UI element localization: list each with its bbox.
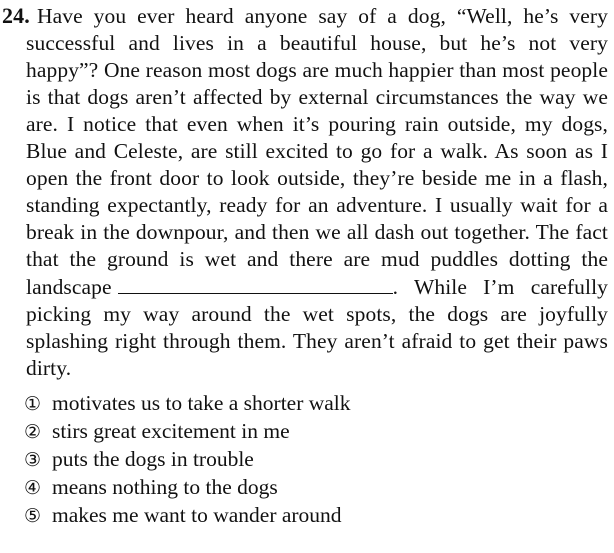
question-number: 24.	[2, 3, 30, 28]
answer-options	[24, 390, 608, 530]
option-1[interactable]	[24, 390, 608, 418]
option-text: makes me want to wander around	[52, 503, 342, 527]
option-marker: ①	[24, 393, 42, 415]
option-3[interactable]	[24, 446, 608, 474]
passage-text-before-blank: Have you ever heard anyone say of a dog, “Well, he’s very successful and lives in a beautiful house, but he’s not very happy”? One reason most dogs are much happier than most people is that dogs aren’t affected by external circumstances the way we are. I notice that even when it’s pouring rain outside, my dogs, Blue and Celeste, are still excited to go for a walk. As soon as I open the front door to look outside, they’re beside me in a flash, standing expectantly, ready for an adventure. I usually wait for a break in the downpour, and then we all dash out together. The fact that the ground is wet and there are mud puddles dotting the landscape	[26, 4, 608, 299]
option-2[interactable]	[24, 418, 608, 446]
option-marker: ④	[24, 477, 42, 499]
question-passage	[2, 2, 608, 382]
option-4[interactable]	[24, 474, 608, 502]
question-24	[2, 2, 608, 530]
passage-text-after-blank: . While I’m carefully picking my way around the wet spots, the dogs are joyfully splashing right through them. They aren’t afraid to get their paws dirty.	[26, 275, 608, 380]
option-text: means nothing to the dogs	[52, 475, 278, 499]
option-marker: ③	[24, 449, 42, 471]
option-marker: ⑤	[24, 505, 42, 527]
option-text: motivates us to take a shorter walk	[52, 391, 351, 415]
option-text: puts the dogs in trouble	[52, 447, 254, 471]
option-text: stirs great excitement in me	[52, 419, 290, 443]
option-5[interactable]	[24, 502, 608, 530]
option-marker: ②	[24, 421, 42, 443]
answer-blank	[118, 273, 393, 294]
